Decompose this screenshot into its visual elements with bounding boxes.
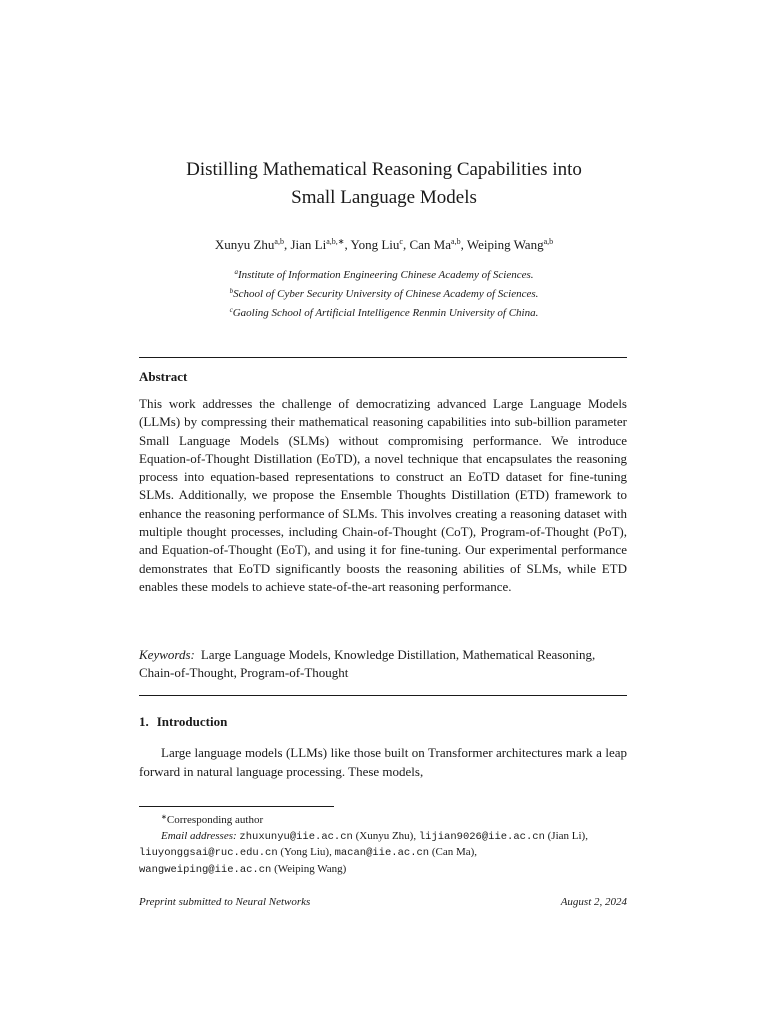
abstract-heading: Abstract (139, 369, 188, 384)
footnote (139, 810, 627, 878)
affiliation-list (100, 264, 668, 321)
author: Weiping Wang$^{a,b}$ (466, 237, 554, 252)
abstract-body: This work addresses the challenge of democratizing advanced Large Language Models (LLMs) by compressing their mathematical reasoning capabilities into sub-billion parameter Small Language Models (SLMs) without compromising performance. We introduce Equation-of-Thought Distillation (EoTD), a novel technique that encapsulates the reasoning process into equation-based representations to construct an EoTD dataset for fine-tuning SLMs. Additionally, we propose the Ensemble Thoughts Distillation (ETD) framework to enhance the reasoning performance of SLMs. This involves creating a reasoning dataset with multiple thought processes, including Chain-of-Thought (CoT), Program-of-Thought (PoT), and Equation-of-Thought (EoT), and using it for fine-tuning. Our experimental performance demonstrates that EoTD significantly boosts the reasoning abilities of SLMs, while ETD enables these models to achieve state-of-the-art reasoning performance. (139, 396, 627, 594)
author: Can Ma$^{a,b}$, (409, 237, 467, 252)
section-heading-introduction (139, 713, 627, 731)
affiliation: $^c$Gaoling School of Artificial Intelligence Renmin University of China. (229, 306, 539, 319)
email-addresses: Email addresses: zhuxunyu@iie.ac.cn (Xunyu Zhu), lijian9026@iie.ac.cn (Jian Li), liuyonggsai@ruc.edu.cn (Yong Liu), macan@iie.ac.cn (Can Ma), wangweiping@iie.ac.cn (Weiping Wang) (139, 829, 588, 876)
abstract-bottom-rule (139, 695, 627, 696)
preprint-venue: Preprint submitted to Neural Networks (139, 896, 311, 908)
email-link[interactable]: macan@iie.ac.cn (334, 847, 430, 859)
abstract-top-rule (139, 357, 627, 358)
paper-title (100, 156, 668, 212)
introduction-paragraph: Large language models (LLMs) like those built on Transformer architectures mark a leap forward in natural language processing. These models, (139, 745, 627, 779)
keywords-label: Keywords: (139, 647, 195, 662)
footnote-rule (139, 806, 334, 807)
keywords (139, 646, 627, 683)
email-link[interactable]: wangweiping@iie.ac.cn (139, 863, 272, 876)
affiliation: $^a$Institute of Information Engineering Chinese Academy of Sciences. (234, 268, 534, 281)
email-link[interactable]: lijian9026@iie.ac.cn (418, 830, 545, 843)
email-link[interactable]: zhuxunyu@iie.ac.cn (239, 830, 353, 843)
preprint-footer (139, 894, 627, 910)
section-title: Introduction (156, 714, 228, 729)
section-number: 1. (139, 714, 149, 729)
preprint-date: August 2, 2024 (560, 896, 627, 908)
author: Jian $Li^{a,b,∗}$, (290, 237, 351, 252)
affiliation: $^b$School of Cyber Security University of Chinese Academy of Sciences. (229, 287, 539, 300)
author-list (100, 233, 668, 254)
author: Yong Liu$^c$, (350, 237, 410, 252)
paper-title-line-2: Small Language Models (291, 187, 477, 208)
paper-title-line-1: Distilling Mathematical Reasoning Capabilities into (186, 159, 582, 180)
email-link[interactable]: liuyonggsai@ruc.edu.cn (139, 847, 278, 859)
keywords-text: Large Language Models, Knowledge Distillation, Mathematical Reasoning, Chain-of-Thought, Program-of-Thought (139, 647, 596, 681)
author: Xunyu Zhu$^{a,b}$, (214, 237, 291, 252)
corresponding-author-note: ∗Corresponding author (161, 813, 264, 826)
